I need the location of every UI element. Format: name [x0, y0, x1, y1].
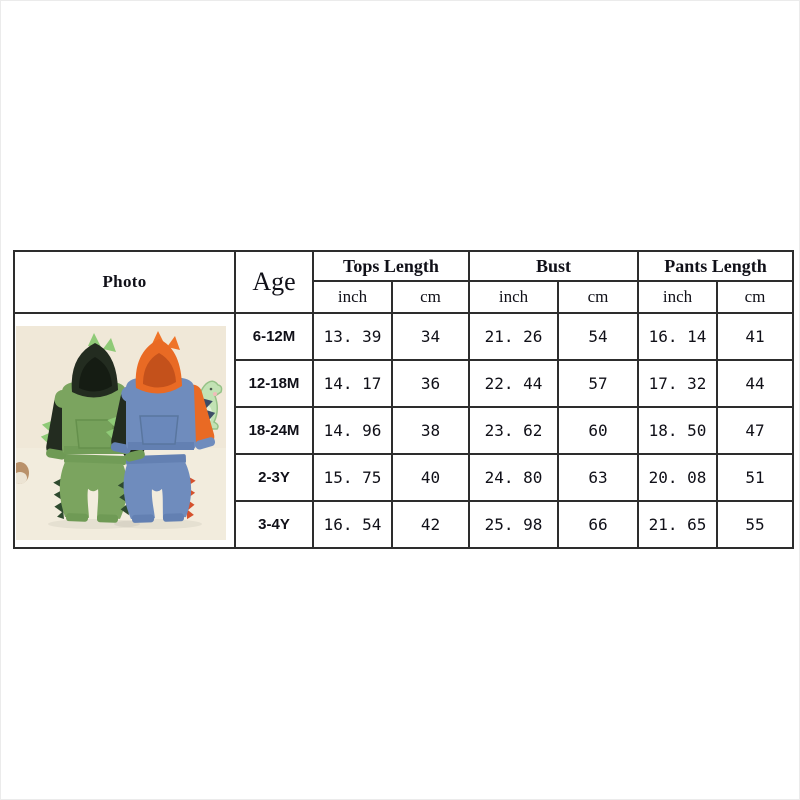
age-cell: 2-3Y [235, 454, 313, 501]
age-cell: 6-12M [235, 313, 313, 360]
pants-length-header: Pants Length [638, 251, 793, 281]
bust-inch-cell: 23. 62 [469, 407, 558, 454]
age-cell: 18-24M [235, 407, 313, 454]
pants-cm-cell: 51 [717, 454, 793, 501]
age-cell: 3-4Y [235, 501, 313, 548]
bust-cm-cell: 66 [558, 501, 638, 548]
tops-inch-cell: 16. 54 [313, 501, 392, 548]
age-column-header: Age [235, 251, 313, 313]
pants-cm-cell: 55 [717, 501, 793, 548]
pants-cm-header: cm [717, 281, 793, 313]
bust-cm-cell: 63 [558, 454, 638, 501]
kangaroo-pocket [140, 416, 178, 444]
tops-cm-cell: 34 [392, 313, 469, 360]
bust-inch-header: inch [469, 281, 558, 313]
tops-inch-cell: 14. 96 [313, 407, 392, 454]
pants-cm-cell: 41 [717, 313, 793, 360]
photo-column-header: Photo [14, 251, 235, 313]
bust-inch-cell: 24. 80 [469, 454, 558, 501]
tops-cm-cell: 36 [392, 360, 469, 407]
bust-inch-cell: 21. 26 [469, 313, 558, 360]
pants-inch-cell: 18. 50 [638, 407, 717, 454]
bust-cm-cell: 54 [558, 313, 638, 360]
pants-cm-cell: 47 [717, 407, 793, 454]
bust-cm-cell: 57 [558, 360, 638, 407]
pants-inch-cell: 20. 08 [638, 454, 717, 501]
tops-cm-cell: 42 [392, 501, 469, 548]
tops-inch-header: inch [313, 281, 392, 313]
bust-cm-cell: 60 [558, 407, 638, 454]
pants-inch-header: inch [638, 281, 717, 313]
tops-cm-header: cm [392, 281, 469, 313]
size-table [13, 250, 794, 549]
pants-inch-cell: 17. 32 [638, 360, 717, 407]
pants-inch-cell: 16. 14 [638, 313, 717, 360]
tops-inch-cell: 15. 75 [313, 454, 392, 501]
pants-inch-cell: 21. 65 [638, 501, 717, 548]
age-cell: 12-18M [235, 360, 313, 407]
table-row [14, 313, 793, 360]
bust-inch-cell: 25. 98 [469, 501, 558, 548]
tops-cm-cell: 40 [392, 454, 469, 501]
tops-length-header: Tops Length [313, 251, 469, 281]
tops-inch-cell: 13. 39 [313, 313, 392, 360]
bust-cm-header: cm [558, 281, 638, 313]
bust-inch-cell: 22. 44 [469, 360, 558, 407]
product-photo [14, 313, 235, 548]
pants-cm-cell: 44 [717, 360, 793, 407]
product-photo-illustration [16, 326, 226, 540]
tops-inch-cell: 14. 17 [313, 360, 392, 407]
tops-cm-cell: 38 [392, 407, 469, 454]
shadow [114, 519, 202, 529]
header-row-groups [14, 251, 793, 281]
bust-header: Bust [469, 251, 638, 281]
